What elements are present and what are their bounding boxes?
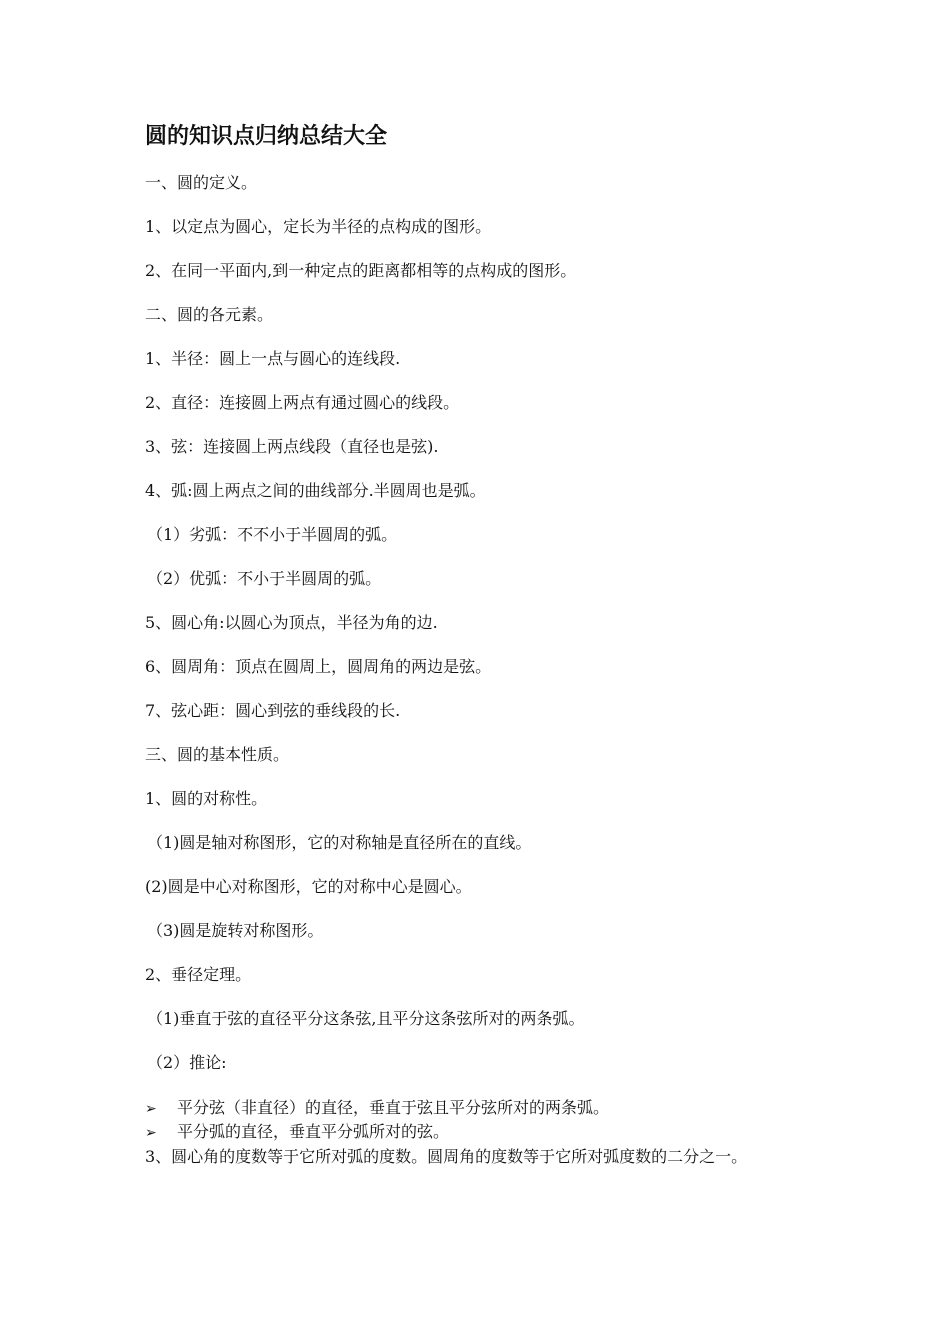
property-subitem-axial: （1)圆是轴对称图形，它的对称轴是直径所在的直线。 — [147, 833, 532, 852]
element-item-radius: 1、半径：圆上一点与圆心的连线段. — [145, 349, 401, 368]
property-item-perpendicular-diameter: 2、垂径定理。 — [145, 965, 252, 984]
element-item-chord: 3、弦：连接圆上两点线段（直径也是弦). — [145, 437, 439, 456]
section-heading-properties: 三、圆的基本性质。 — [145, 745, 290, 764]
corollary-bullet-1 — [145, 1097, 609, 1120]
element-item-chord-distance: 7、弦心距：圆心到弦的垂线段的长. — [145, 701, 401, 720]
element-item-diameter: 2、直径：连接圆上两点有通过圆心的线段。 — [145, 393, 460, 412]
property-subitem-corollary: （2）推论: — [147, 1053, 227, 1072]
element-subitem-major-arc: （2）优弧：不小于半圆周的弧。 — [147, 569, 382, 588]
property-subitem-theorem: （1)垂直于弦的直径平分这条弦,且平分这条弦所对的两条弧。 — [147, 1009, 585, 1028]
section-heading-elements: 二、圆的各元素。 — [145, 305, 274, 324]
element-item-arc: 4、弧:圆上两点之间的曲线部分.半圆周也是弧。 — [145, 481, 486, 500]
property-subitem-rotational: （3)圆是旋转对称图形。 — [147, 921, 324, 940]
corollary-bullet-text: 平分弦（非直径）的直径，垂直于弦且平分弦所对的两条弧。 — [177, 1098, 610, 1117]
section-heading-definition: 一、圆的定义。 — [145, 173, 258, 192]
corollary-bullet-2 — [145, 1121, 449, 1144]
element-item-inscribed-angle: 6、圆周角：顶点在圆周上，圆周角的两边是弦。 — [145, 657, 492, 676]
definition-item-2: 2、在同一平面内,到一种定点的距离都相等的点构成的图形。 — [145, 261, 577, 280]
property-item-symmetry: 1、圆的对称性。 — [145, 789, 268, 808]
definition-item-1: 1、以定点为圆心，定长为半径的点构成的图形。 — [145, 217, 492, 236]
document-title: 圆的知识点归纳总结大全 — [145, 124, 388, 149]
arrow-bullet-icon: ➢ — [145, 1125, 157, 1141]
element-subitem-minor-arc: （1）劣弧：不不小于半圆周的弧。 — [147, 525, 398, 544]
element-item-central-angle: 5、圆心角:以圆心为顶点，半径为角的边. — [145, 613, 438, 632]
property-item-angle-arc: 3、圆心角的度数等于它所对弧的度数。圆周角的度数等于它所对弧度数的二分之一。 — [145, 1147, 748, 1166]
arrow-bullet-icon: ➢ — [145, 1101, 157, 1117]
corollary-bullet-text: 平分弧的直径，垂直平分弧所对的弦。 — [177, 1122, 450, 1141]
property-subitem-central: (2)圆是中心对称图形，它的对称中心是圆心。 — [145, 877, 472, 896]
